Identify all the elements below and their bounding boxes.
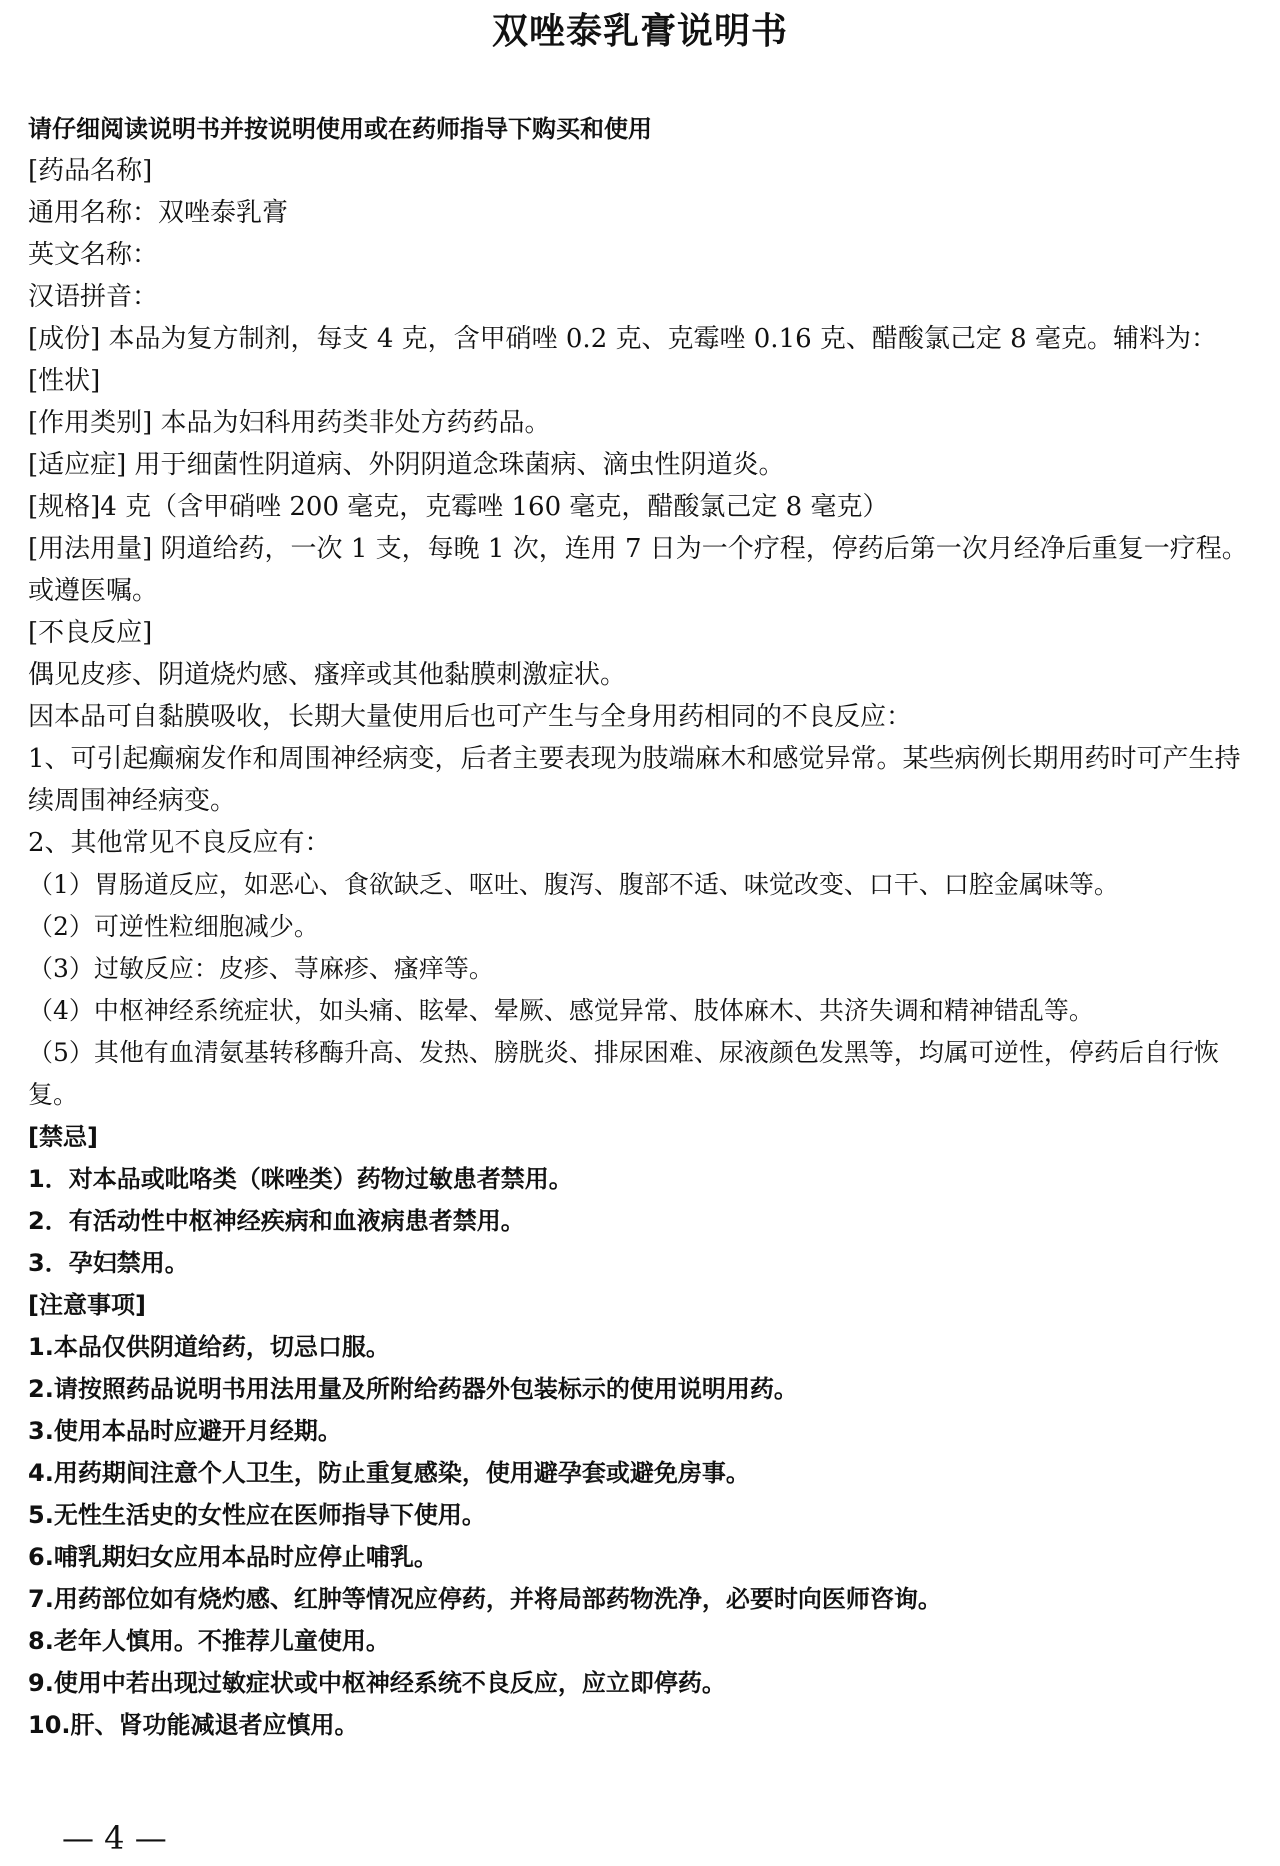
precaution-item: 3.使用本品时应避开月经期。 [28,1417,342,1445]
contraindication-item: 3．孕妇禁用。 [28,1249,189,1277]
page-number: — 4 — [62,1819,167,1857]
precaution-item: 7.用药部位如有烧灼感、红肿等情况应停药，并将局部药物洗净，必要时向医师咨询。 [28,1585,942,1613]
document-title: 双唑泰乳膏说明书 [491,11,788,52]
adverse-line-2: 因本品可自黏膜吸收，长期大量使用后也可产生与全身用药相同的不良反应： [28,702,913,732]
precaution-item: 9.使用中若出现过敏症状或中枢神经系统不良反应，应立即停药。 [28,1669,726,1697]
document-body [28,108,1264,1746]
precaution-item: 4.用药期间注意个人卫生，防止重复感染，使用避孕套或避免房事。 [28,1459,750,1487]
precautions-header: [注意事项] [28,1291,146,1319]
adverse-sub-item: （4）中枢神经系统症状，如头痛、眩晕、晕厥、感觉异常、肢体麻木、共济失调和精神错乱等。 [28,996,1094,1025]
drug-name-header: [药品名称] [28,156,153,186]
composition-section: [成份] 本品为复方制剂，每支 4 克，含甲硝唑 0.2 克、克霉唑 0.16 克、醋酸氯己定 8 毫克。辅料为： [28,324,1217,354]
dosage-section: [用法用量] 阴道给药，一次 1 支，每晚 1 次，连用 7 日为一个疗程，停药后第一次月经净后重复一疗程。或遵医嘱。 [28,534,1248,606]
precaution-item: 8.老年人慎用。不推荐儿童使用。 [28,1627,390,1655]
category-section: [作用类别] 本品为妇科用药类非处方药药品。 [28,408,551,438]
adverse-line-1: 偶见皮疹、阴道烧灼感、瘙痒或其他黏膜刺激症状。 [28,660,627,690]
precaution-item: 2.请按照药品说明书用法用量及所附给药器外包装标示的使用说明用药。 [28,1375,798,1403]
precaution-item: 10.肝、肾功能减退者应慎用。 [28,1711,359,1739]
adverse-sub-item: （3）过敏反应：皮疹、荨麻疹、瘙痒等。 [28,954,494,983]
adverse-line-4: 2、其他常见不良反应有： [28,828,331,858]
properties-header: [性状] [28,366,101,396]
indications-section: [适应症] 用于细菌性阴道病、外阴阴道念珠菌病、滴虫性阴道炎。 [28,450,785,480]
precaution-item: 5.无性生活史的女性应在医师指导下使用。 [28,1501,486,1529]
intro-line: 请仔细阅读说明书并按说明使用或在药师指导下购买和使用 [28,115,652,143]
adverse-reactions-header: [不良反应] [28,618,153,648]
adverse-sub-item: （1）胃肠道反应，如恶心、食欲缺乏、呕吐、腹泻、腹部不适、味觉改变、口干、口腔金属味等。 [28,870,1119,899]
precaution-item: 6.哺乳期妇女应用本品时应停止哺乳。 [28,1543,438,1571]
specification-section: [规格]4 克（含甲硝唑 200 毫克，克霉唑 160 毫克，醋酸氯己定 8 毫克） [28,492,889,522]
pinyin-name: 汉语拼音： [28,282,159,312]
precaution-item: 1.本品仅供阴道给药，切忌口服。 [28,1333,390,1361]
adverse-sub-item: （2）可逆性粒细胞减少。 [28,912,319,941]
adverse-sub-item: （5）其他有血清氨基转移酶升高、发热、膀胱炎、排尿困难、尿液颜色发黑等，均属可逆性，停药后自行恢复。 [28,1038,1219,1109]
contraindication-item: 2．有活动性中枢神经疾病和血液病患者禁用。 [28,1207,525,1235]
adverse-line-3: 1、可引起癫痫发作和周围神经病变，后者主要表现为肢端麻木和感觉异常。某些病例长期用药时可产生持续周围神经病变。 [28,744,1241,816]
english-name: 英文名称： [28,240,159,270]
generic-name: 通用名称：双唑泰乳膏 [28,198,289,228]
contraindication-item: 1．对本品或吡咯类（咪唑类）药物过敏患者禁用。 [28,1165,573,1193]
contraindications-header: [禁忌] [28,1123,98,1151]
